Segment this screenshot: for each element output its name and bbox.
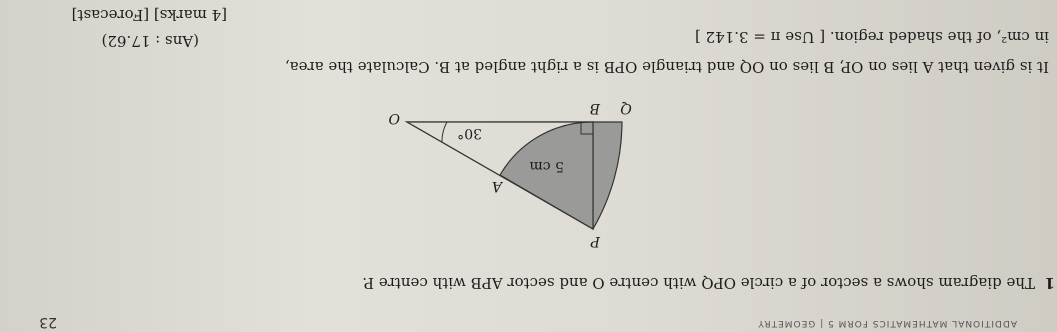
- running-header: ADDITIONAL MATHEMATICS FORM 5 | GEOMETRY: [757, 318, 1017, 328]
- question-body: [285, 22, 1049, 82]
- sector-diagram: [382, 92, 662, 272]
- marks-text: [4 marks] [Forecast]: [71, 6, 227, 24]
- answer-text: (Ans : 17.62): [101, 32, 199, 50]
- angle-label: 30°: [457, 125, 482, 141]
- question-line-2: in cm², of the shaded region. [ Use π = 3.142 ]: [694, 28, 1049, 46]
- label-a: A: [491, 178, 502, 194]
- label-b: B: [589, 100, 600, 116]
- question-number: 1: [1044, 274, 1055, 292]
- page-number: 23: [39, 314, 57, 330]
- length-label: 5 cm: [529, 158, 564, 174]
- label-o: O: [388, 110, 400, 126]
- label-q: Q: [620, 100, 632, 116]
- question-line-1: It is given that A lies on OP, B lies on OQ and triangle OPB is a right angled at B. Calculate the area,: [284, 58, 1049, 76]
- question-intro: The diagram shows a sector of a circle OPQ with centre O and sector APB with centre P.: [362, 274, 1035, 292]
- label-p: P: [590, 233, 600, 249]
